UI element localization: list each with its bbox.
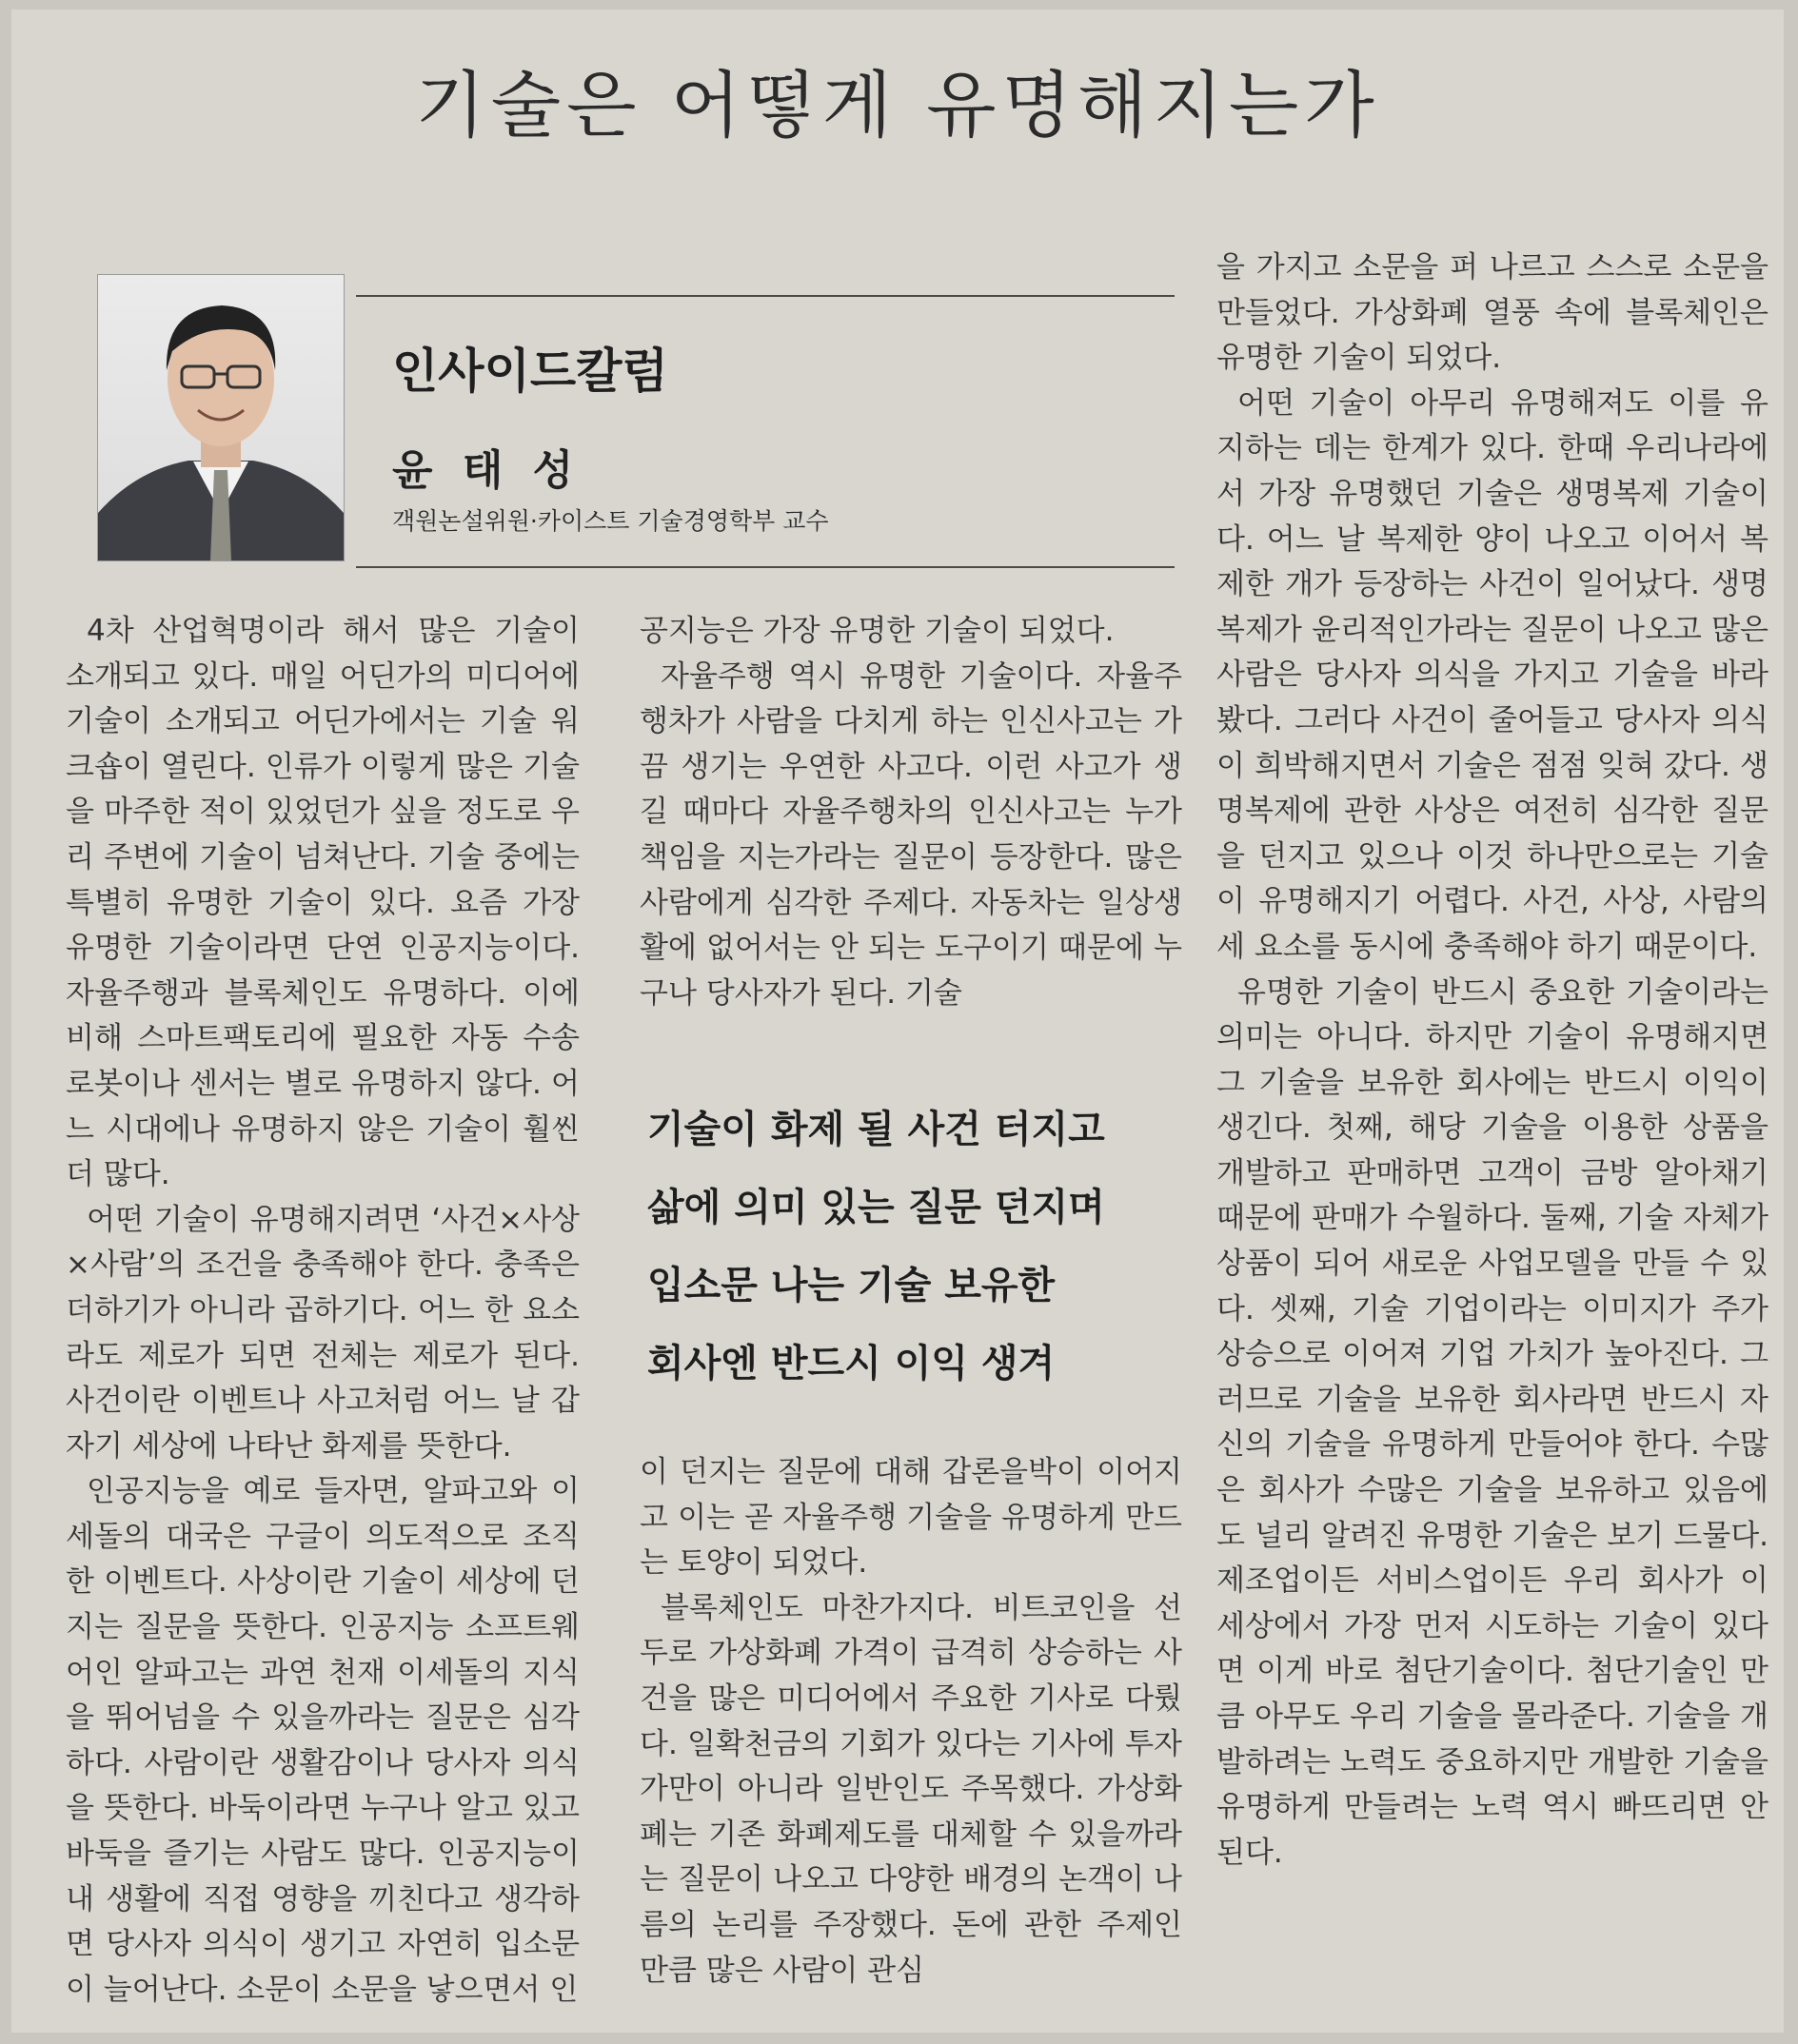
header-rule-bottom: [356, 566, 1175, 568]
paragraph: 어떤 기술이 유명해지려면 ‘사건×사상×사람’의 조건을 충족해야 한다. 충족은 더하기가 아니라 곱하기다. 어느 한 요소라도 제로가 되면 전체는 제로가 된다. 사건이란 이벤트나 사고처럼 어느 날 갑자기 세상에 나타난 화제를 뜻한다.: [66, 1202, 580, 1464]
column-label: 인사이드칼럼: [392, 344, 668, 399]
author-photo: [97, 274, 345, 561]
body-column-2-bottom: [640, 1450, 1182, 1994]
newspaper-page: [11, 10, 1784, 2033]
author-name: 윤 태 성: [392, 446, 582, 495]
paragraph: 자율주행 역시 유명한 기술이다. 자율주행차가 사람을 다치게 하는 인신사고는 가끔 생기는 우연한 사고다. 이런 사고가 생길 때마다 자율주행차의 인신사고는 누가 책임을 지는가라는 질문이 등장한다. 많은 사람에게 심각한 주제다. 자동차는 일상생활에 없어서는 안 되는 도구이기 때문에 누구나 당사자가 된다. 기술: [640, 658, 1182, 1011]
body-column-3: [1216, 246, 1768, 1876]
pull-quote-line: 삶에 의미 있는 질문 던지며: [647, 1186, 1105, 1229]
paragraph: 인공지능을 예로 들자면, 알파고와 이세돌의 대국은 구글이 의도적으로 조직한 이벤트다. 사상이란 기술이 세상에 던지는 질문을 뜻한다. 인공지능 소프트웨어인 알파고는 과연 천재 이세돌의 지식을 뛰어넘을 수 있을까라는 질문은 심각하다. 사람이란 생활감이나 당사자 의식을 뜻한다. 바둑이라면 누구나 알고 있고 바둑을 즐기는 사람도 많다. 인공지능이 내 생활에 직접 영향을 끼친다고 생각하면 당사자 의식이 생기고 자연히 입소문이 늘어난다. 소문이 소문을 낳으면서 인: [66, 1474, 580, 2007]
paragraph: 4차 산업혁명이라 해서 많은 기술이 소개되고 있다. 매일 어딘가의 미디어에 기술이 소개되고 어딘가에서는 기술 워크숍이 열린다. 인류가 이렇게 많은 기술을 마주한 적이 있었던가 싶을 정도로 우리 주변에 기술이 넘쳐난다. 기술 중에는 특별히 유명한 기술이 있다. 요즘 가장 유명한 기술이라면 단연 인공지능이다. 자율주행과 블록체인도 유명하다. 이에 비해 스마트팩토리에 필요한 자동 수송 로봇이나 센서는 별로 유명하지 않다. 어느 시대에나 유명하지 않은 기술이 훨씬 더 많다.: [66, 614, 580, 1192]
pull-quote-line: 입소문 나는 기술 보유한: [647, 1264, 1056, 1307]
headline: 기술은 어떻게 유명해지는가: [415, 63, 1380, 147]
pull-quote-line: 기술이 화제 될 사건 터지고: [647, 1108, 1105, 1151]
paragraph: 블록체인도 마찬가지다. 비트코인을 선두로 가상화폐 가격이 급격히 상승하는 사건을 많은 미디어에서 주요한 기사로 다뤘다. 일확천금의 기회가 있다는 기사에 투자가만이 아니라 일반인도 주목했다. 가상화폐는 기존 화폐제도를 대체할 수 있을까라는 질문이 나오고 다양한 배경의 논객이 나름의 논리를 주장했다. 돈에 관한 주제인 만큼 많은 사람이 관심: [640, 1590, 1182, 1988]
body-column-1: [66, 609, 580, 2013]
paragraph: 을 가지고 소문을 퍼 나르고 스스로 소문을 만들었다. 가상화폐 열풍 속에 블록체인은 유명한 기술이 되었다.: [1216, 250, 1768, 376]
header-rule-top: [356, 295, 1175, 297]
author-portrait-image: [98, 275, 344, 560]
pull-quote: [647, 1091, 1180, 1403]
pull-quote-line: 회사엔 반드시 이익 생겨: [647, 1342, 1056, 1386]
author-affiliation: 객원논설위원·카이스트 기술경영학부 교수: [392, 507, 829, 535]
body-column-2-top: [640, 609, 1182, 1016]
paragraph: 이 던지는 질문에 대해 갑론을박이 이어지고 이는 곧 자율주행 기술을 유명하게 만드는 토양이 되었다.: [640, 1455, 1182, 1581]
paragraph: 공지능은 가장 유명한 기술이 되었다.: [640, 614, 1115, 648]
paragraph: 어떤 기술이 아무리 유명해져도 이를 유지하는 데는 한계가 있다. 한때 우리나라에서 가장 유명했던 기술은 생명복제 기술이다. 어느 날 복제한 양이 나오고 이어서 복제한 개가 등장하는 사건이 일어났다. 생명복제가 윤리적인가라는 질문이 나오고 많은 사람은 당사자 의식을 가지고 기술을 바라봤다. 그러다 사건이 줄어들고 당사자 의식이 희박해지면서 기술은 점점 잊혀 갔다. 생명복제에 관한 사상은 여전히 심각한 질문을 던지고 있으나 이것 하나만으로는 기술이 유명해지기 어렵다. 사건, 사상, 사람의 세 요소를 동시에 충족해야 하기 때문이다.: [1216, 385, 1768, 964]
paragraph: 유명한 기술이 반드시 중요한 기술이라는 의미는 아니다. 하지만 기술이 유명해지면 그 기술을 보유한 회사에는 반드시 이익이 생긴다. 첫째, 해당 기술을 이용한 상품을 개발하고 판매하면 고객이 금방 알아채기 때문에 판매가 수월하다. 둘째, 기술 자체가 상품이 되어 새로운 사업모델을 만들 수 있다. 셋째, 기술 기업이라는 이미지가 주가 상승으로 이어져 기업 가치가 높아진다. 그러므로 기술을 보유한 회사라면 반드시 자신의 기술을 유명하게 만들어야 한다. 수많은 회사가 수많은 기술을 보유하고 있음에도 널리 알려진 유명한 기술은 보기 드물다. 제조업이든 서비스업이든 우리 회사가 이 세상에서 가장 먼저 시도하는 기술이 있다면 이게 바로 첨단기술이다. 첨단기술인 만큼 아무도 우리 기술을 몰라준다. 기술을 개발하려는 노력도 중요하지만 개발한 기술을 유명하게 만들려는 노력 역시 빠뜨리면 안 된다.: [1216, 974, 1768, 1870]
